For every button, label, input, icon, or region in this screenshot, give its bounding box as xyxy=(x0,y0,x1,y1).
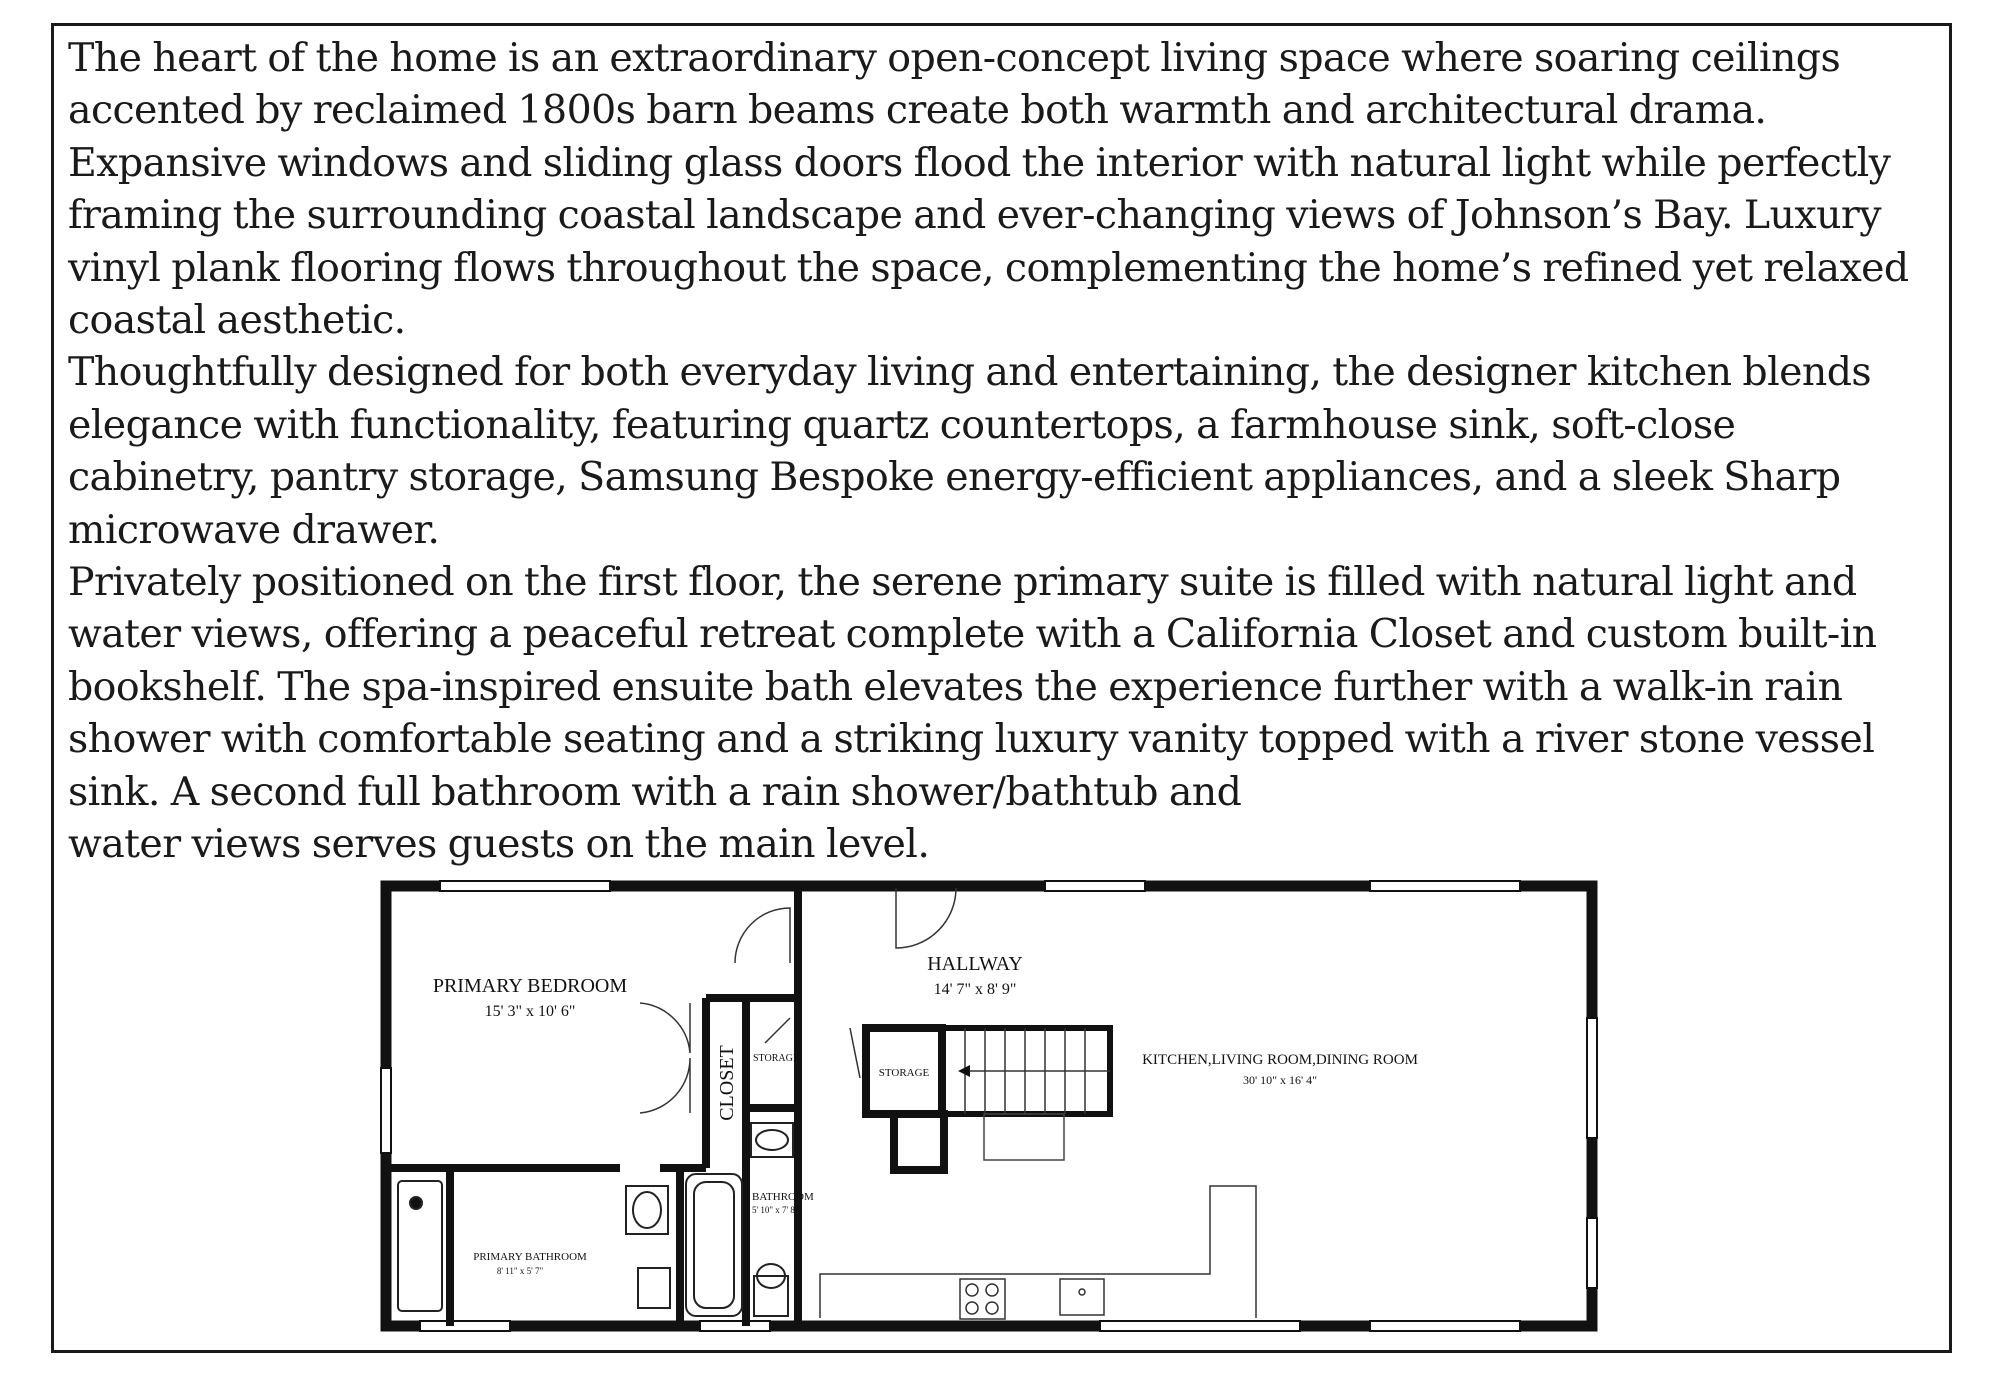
bathroom-fixtures xyxy=(398,1123,793,1316)
room-name-primary-bedroom: PRIMARY BEDROOM xyxy=(432,975,628,997)
text-line: coastal aesthetic. xyxy=(68,297,406,344)
text-line: microwave drawer. xyxy=(68,506,440,553)
stair-block xyxy=(866,1028,1110,1170)
room-name-bathroom: BATHROOM xyxy=(752,1191,814,1203)
room-name-storage-2: STORAGE xyxy=(878,1067,930,1079)
room-name-storage-1: STORAGE xyxy=(753,1053,799,1064)
text-line: framing the surrounding coastal landscape and ever-changing views of Johnson’s Bay. Luxury xyxy=(68,192,1881,239)
listing-description xyxy=(68,32,1948,871)
room-name-kitchen: KITCHEN,LIVING ROOM,DINING ROOM xyxy=(1142,1052,1418,1068)
room-dims-primary-bathroom: 8' 11" x 5' 7" xyxy=(496,1266,544,1276)
windows xyxy=(381,881,1597,1331)
room-dims-kitchen: 30' 10" x 16' 4" xyxy=(1242,1073,1318,1087)
text-line: elegance with functionality, featuring quartz countertops, a farmhouse sink, soft-close xyxy=(68,401,1736,448)
text-line: Expansive windows and sliding glass doors flood the interior with natural light while perfectly xyxy=(68,139,1891,186)
text-line: sink. A second full bathroom with a rain shower/bathtub and xyxy=(68,768,1242,815)
room-name-closet: CLOSET xyxy=(716,1045,738,1121)
text-line: water views serves guests on the main level. xyxy=(68,821,930,868)
paragraph-kitchen xyxy=(68,346,1948,556)
text-line: The heart of the home is an extraordinary open-concept living space where soaring ceilings xyxy=(68,35,1841,81)
floor-plan xyxy=(380,878,1600,1338)
text-line: bookshelf. The spa-inspired ensuite bath elevates the experience further with a walk-in rain xyxy=(68,663,1843,710)
kitchen-counters xyxy=(820,1186,1256,1319)
room-dims-bathroom: 5' 10" x 7' 8" xyxy=(752,1205,799,1215)
room-dims-hallway: 14' 7" x 8' 9" xyxy=(933,981,1017,998)
paragraph-primary-suite xyxy=(68,556,1948,870)
room-dims-primary-bedroom: 15' 3" x 10' 6" xyxy=(484,1003,576,1020)
text-line: accented by reclaimed 1800s barn beams create both warmth and architectural drama. xyxy=(68,87,1767,134)
text-line: water views, offering a peaceful retreat complete with a California Closet and custom built-in xyxy=(68,611,1877,658)
text-line: cabinetry, pantry storage, Samsung Bespoke energy-efficient appliances, and a sleek Sharp xyxy=(68,454,1841,501)
paragraph-living-space xyxy=(68,32,1948,346)
text-line: shower with comfortable seating and a striking luxury vanity topped with a river stone vessel xyxy=(68,716,1875,763)
text-line: vinyl plank flooring flows throughout the space, complementing the home’s refined yet relaxed xyxy=(68,244,1909,291)
text-line: Privately positioned on the first floor, the serene primary suite is filled with natural light and xyxy=(68,559,1857,606)
room-name-hallway: HALLWAY xyxy=(927,953,1023,975)
room-name-primary-bathroom: PRIMARY BATHROOM xyxy=(473,1251,587,1263)
text-line: Thoughtfully designed for both everyday living and entertaining, the designer kitchen blends xyxy=(68,349,1872,396)
